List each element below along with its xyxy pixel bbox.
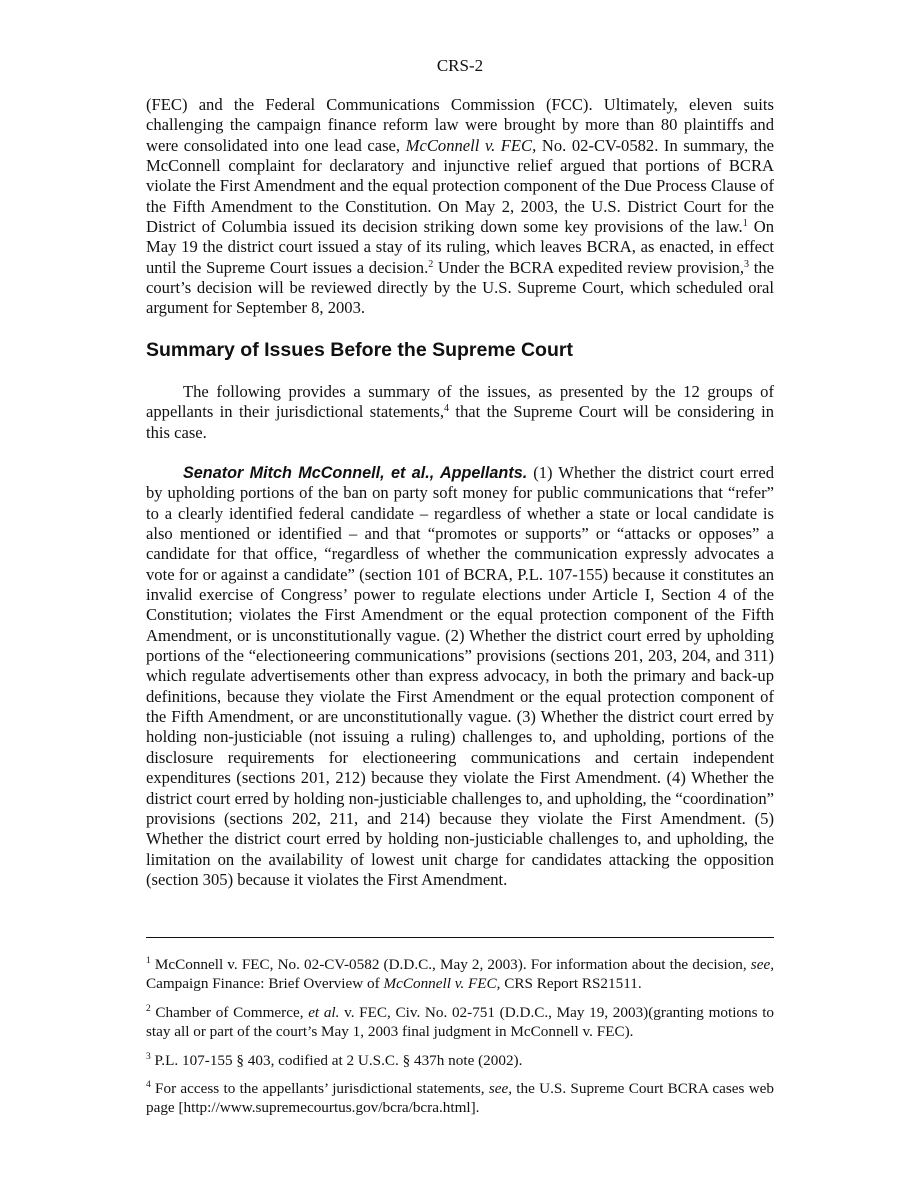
footnote-divider [146,937,774,938]
summary-paragraph [146,382,774,443]
footnote-text: v. FEC, Civ. No. 02-751 (D.D.C., May 19, 2003)(granting motions to stay all or part of the court’s May 1, 2003 final judgment in McConnell v. FEC). [146,1003,775,1041]
footnotes [146,955,774,1127]
footnote-3 [146,1051,774,1070]
footnote-mark: 3 [146,1051,151,1062]
intro-text-3: On May 19 the district court issued a stay of its ruling, which leaves BCRA, as enacted, in effect until the Supreme Court issues a decision. [146,217,774,277]
footnote-ref-1[interactable]: 1 [742,218,748,230]
summary-text-2: that the Supreme Court will be considering in this case. [146,402,774,442]
footnote-ref-4[interactable]: 4 [443,403,449,415]
intro-text-5: the court’s decision will be reviewed directly by the U.S. Supreme Court, which scheduled oral argument for September 8, 2003. [146,257,774,318]
footnote-text: the U.S. Supreme Court BCRA cases web page [http://www.supremecourtus.gov/bcra/bcra.html]. [146,1080,774,1117]
footnote-text: Campaign Finance: Brief Overview of [146,975,384,993]
section-heading: Summary of Issues Before the Supreme Court [146,339,573,361]
footnote-ref-2[interactable]: 2 [428,258,434,270]
footnote-text: For access to the appellants’ jurisdictional statements, [150,1080,489,1098]
footnote-italic: see, [750,956,774,973]
footnote-1 [146,955,774,994]
footnote-text: McConnell v. FEC, No. 02-CV-0582 (D.D.C., May 2, 2003). For information about the decision, [150,956,751,973]
footnote-mark: 4 [146,1080,151,1091]
page-number: CRS-2 [436,56,484,75]
footnote-text: Chamber of Commerce, [150,1003,309,1021]
mcconnell-paragraph [146,463,774,890]
case-name: McConnell v. FEC, [405,135,537,155]
footnote-italic: et al. [308,1003,340,1021]
footnote-mark: 2 [146,1003,151,1014]
footnote-ref-3[interactable]: 3 [744,258,749,270]
intro-text-2: No. 02-CV-0582. In summary, the McConnell complaint for declaratory and injunctive relief argued that portions of BCRA violate the First Amendment and the equal protection component of the Due Process Clause of the Fifth Amendment to the Constitution. On May 2, 2003, the U.S. District Court for the District of Columbia issued its decision striking down some key provisions of the law. [146,135,774,237]
footnote-italic: see, [488,1080,513,1098]
footnote-text: P.L. 107-155 § 403, codified at 2 U.S.C. § 437h note (2002). [150,1051,523,1069]
footnote-2 [146,1003,774,1042]
intro-text-1: (FEC) and the Federal Communications Commission (FCC). Ultimately, eleven suits challenging the campaign finance reform law were brought by more than 80 plaintiffs and were consolidated into one lead case, [146,95,774,155]
summary-text-1: The following provides a summary of the issues, as presented by the 12 groups of appellants in their jurisdictional statements, [146,382,774,422]
footnote-4 [146,1079,774,1118]
footnote-text: CRS Report RS21511. [500,975,642,993]
intro-text-4: Under the BCRA expedited review provision, [433,257,744,277]
appellant-issues-text: (1) Whether the district court erred by upholding portions of the ban on party soft money for public communications that “refer” to a clearly identified federal candidate – regardless of whether a state or local candidate is also mentioned or identified – and that “promotes or supports” or “attacks or opposes” a candidate for that office, “regardless of whether the communication expressly advocates a vote for or against a candidate” (section 101 of BCRA, P.L. 107-155) because it constitutes an invalid exercise of Congress’ power to regulate elections under Article I, Section 4 of the Constitution; violates the First Amendment or the equal protection component of the Fifth Amendment, or is unconstitutionally vague. (2) Whether the district court erred by upholding portions of the “electioneering communications” provisions (sections 201, 203, 204, and 311) which regulate advertisements other than express advocacy, in both the primary and back-up definitions, because they violate the First Amendment or the equal protection component of the Fifth Amendment, or are unconstitutionally vague. (3) Whether the district court erred by holding non-justiciable (not issuing a ruling) challenges to, and upholding, portions of the disclosure requirements for electioneering communications and certain independent expenditures (sections 201, 212) because they violate the First Amendment. (4) Whether the district court erred by holding non-justiciable challenges to, and upholding, the “coordination” provisions (sections 202, 211, and 214) because they violate the First Amendment. (5) Whether the district court erred by holding non-justiciable challenges to, and upholding, the limitation on the availability of lowest unit charge for candidates attacking the opposition (section 305) because it violates the First Amendment. [146,463,774,889]
intro-paragraph [146,95,774,319]
footnote-mark: 1 [146,956,151,966]
appellant-heading: Senator Mitch McConnell, et al., Appellants. [183,464,528,482]
footnote-case-name: McConnell v. FEC, [383,975,501,993]
